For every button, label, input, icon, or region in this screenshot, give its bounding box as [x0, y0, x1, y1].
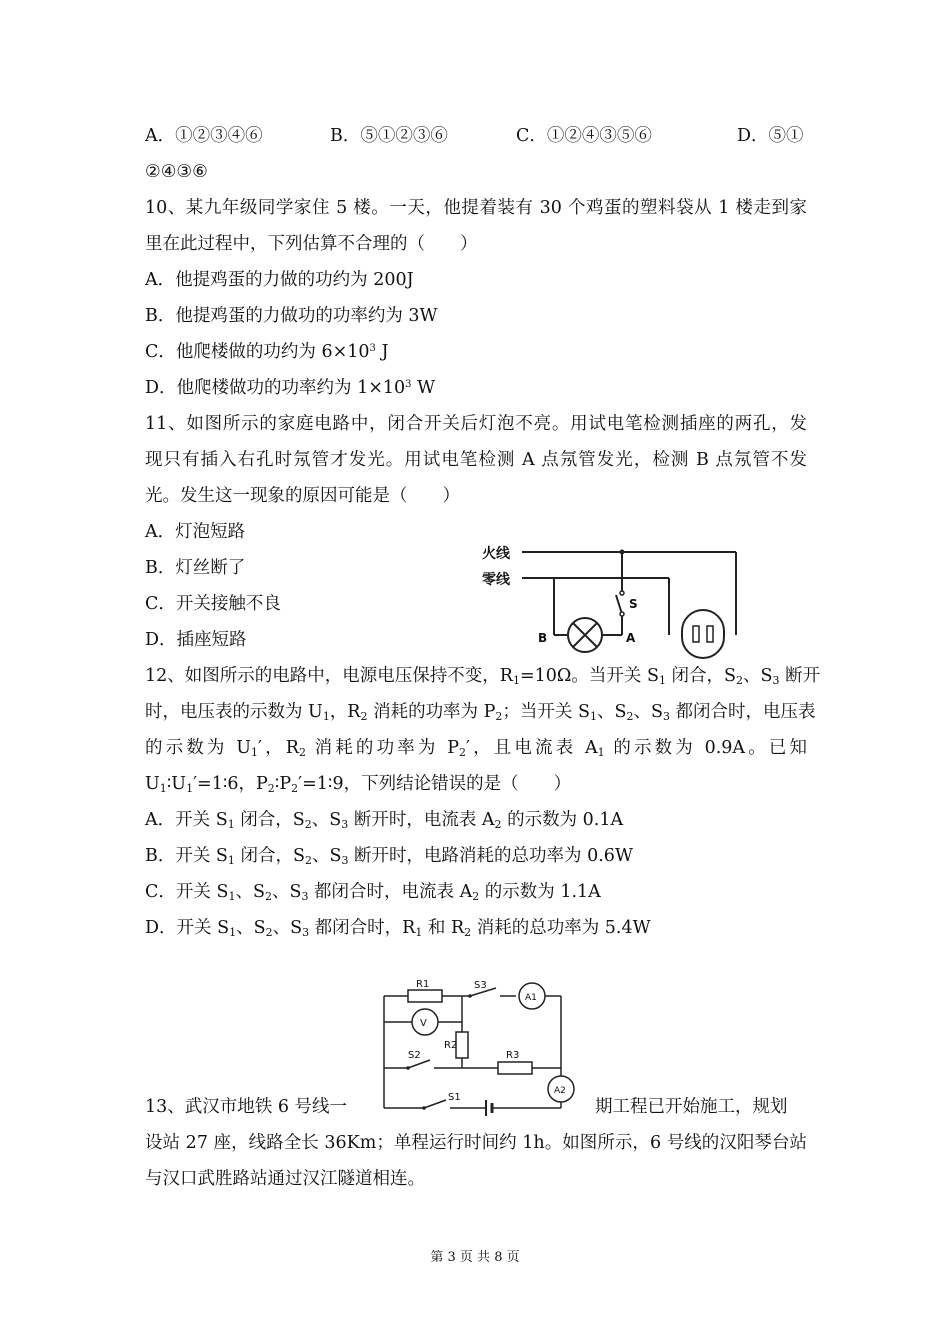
a2-label: A2 [554, 1086, 566, 1096]
q10-option-a: A．他提鸡蛋的力做的功约为 200J [145, 270, 414, 290]
q12-option-d: D．开关 $S_1$、$S_2$、$S_3$ 都闭合时，$R_1$ 和 $R_2$ 消耗的总功率为 5.4W [145, 918, 651, 939]
q10-option-d: D．他爬楼做功的功率约为 $1\times 10^3$ W [145, 378, 436, 398]
q9-option-b: B．⑤①②③⑥ [330, 126, 448, 146]
v-label: V [420, 1018, 427, 1029]
a1-label: A1 [525, 993, 537, 1003]
switch-s-blade [616, 595, 622, 614]
q10-option-b: B．他提鸡蛋的力做功的功率约为 3W [145, 306, 438, 326]
q12-stem-line-4: $U_1∶U_1'=1∶6$，$P_2∶P_2'=1∶9$，下列结论错误的是（ ） [145, 774, 572, 795]
switch-s-label: S [629, 597, 638, 611]
q11-option-b: B．灯丝断了 [145, 558, 246, 578]
q10-stem-line-1: 10、某九年级同学家住 5 楼。一天，他提着装有 30 个鸡蛋的塑料袋从 1 楼走到家 [145, 198, 807, 218]
page-footer: 第 3 页 共 8 页 [430, 1250, 520, 1265]
r1-resistor [408, 990, 442, 1002]
q12-option-c: C．开关 $S_1$、$S_2$、$S_3$ 都闭合时，电流表 $A_2$ 的示数为 1.1A [145, 882, 601, 903]
r2-resistor [456, 1032, 468, 1058]
point-b-label: B [538, 631, 548, 645]
s2-label: S2 [408, 1050, 421, 1061]
q13-stem-line-1-start: 13、武汉市地铁 6 号线一 [145, 1097, 348, 1117]
q9-option-d-continued: ②④③⑥ [145, 162, 208, 182]
socket-symbol [682, 610, 724, 658]
q11-stem-line-2: 现只有插入右孔时氖管才发光。用试电笔检测 A 点氖管发光，检测 B 点氖管不发 [145, 450, 807, 470]
q10-stem-line-2: 里在此过程中，下列估算不合理的（ ） [145, 234, 478, 254]
q11-option-a: A．灯泡短路 [145, 522, 246, 542]
r2-label: R2 [444, 1040, 458, 1051]
q9-option-c: C．①②④③⑤⑥ [516, 126, 652, 146]
r1-label: R1 [416, 979, 430, 990]
s1-label: S1 [448, 1092, 461, 1103]
q10-option-c: C．他爬楼做的功约为 $6\times 10^3$ J [145, 342, 389, 362]
q13-stem-line-1-end: 期工程已开始施工，规划 [595, 1097, 788, 1117]
q12-option-a: A．开关 $S_1$ 闭合，$S_2$、$S_3$ 断开时，电流表 $A_2$ 的示数为 0.1A [145, 810, 624, 831]
r3-label: R3 [506, 1050, 520, 1061]
q12-circuit-figure [378, 976, 588, 1120]
point-a-label: A [626, 631, 636, 645]
q12-stem-line-3: 的示数为 $U_1'$，$R_2$ 消耗的功率为 $P_2'$，且电流表 $A_1$ 的示数为 0.9A。已知 [145, 738, 807, 759]
q11-stem-line-3: 光。发生这一现象的原因可能是（ ） [145, 486, 460, 506]
s3-label: S3 [474, 980, 487, 991]
q13-stem-line-3: 与汉口武胜路站通过汉江隧道相连。 [145, 1169, 425, 1189]
s2-switch-blade [408, 1060, 430, 1068]
s1-switch-blade [424, 1100, 446, 1108]
q9-option-a: A．①②③④⑥ [145, 126, 263, 146]
q12-stem-line-2: 时，电压表的示数为 $U_1$，$R_2$ 消耗的功率为 $P_2$；当开关 $S_1$、$S_2$、$S_3$ 都闭合时，电压表 [145, 702, 816, 723]
q12-stem-line-1: 12、如图所示的电路中，电源电压保持不变，$R_1=10\Omega$。当开关 $S_1$ 闭合，$S_2$、$S_3$ 断开 [145, 666, 821, 687]
q11-household-circuit-figure [474, 538, 749, 664]
fire-wire-label: 火线 [482, 546, 510, 562]
q11-option-d: D．插座短路 [145, 630, 247, 650]
q9-option-d: D．⑤① [737, 126, 804, 146]
r3-resistor [498, 1062, 532, 1074]
q11-stem-line-1: 11、如图所示的家庭电路中，闭合开关后灯泡不亮。用试电笔检测插座的两孔，发 [145, 414, 807, 434]
q13-stem-line-2: 设站 27 座，线路全长 36Km；单程运行时间约 1h。如图所示，6 号线的汉阳琴台站 [145, 1133, 807, 1153]
q12-option-b: B．开关 $S_1$ 闭合，$S_2$、$S_3$ 断开时，电路消耗的总功率为 0.6W [145, 846, 633, 867]
neutral-wire-label: 零线 [482, 572, 510, 588]
q11-option-c: C．开关接触不良 [145, 594, 281, 614]
